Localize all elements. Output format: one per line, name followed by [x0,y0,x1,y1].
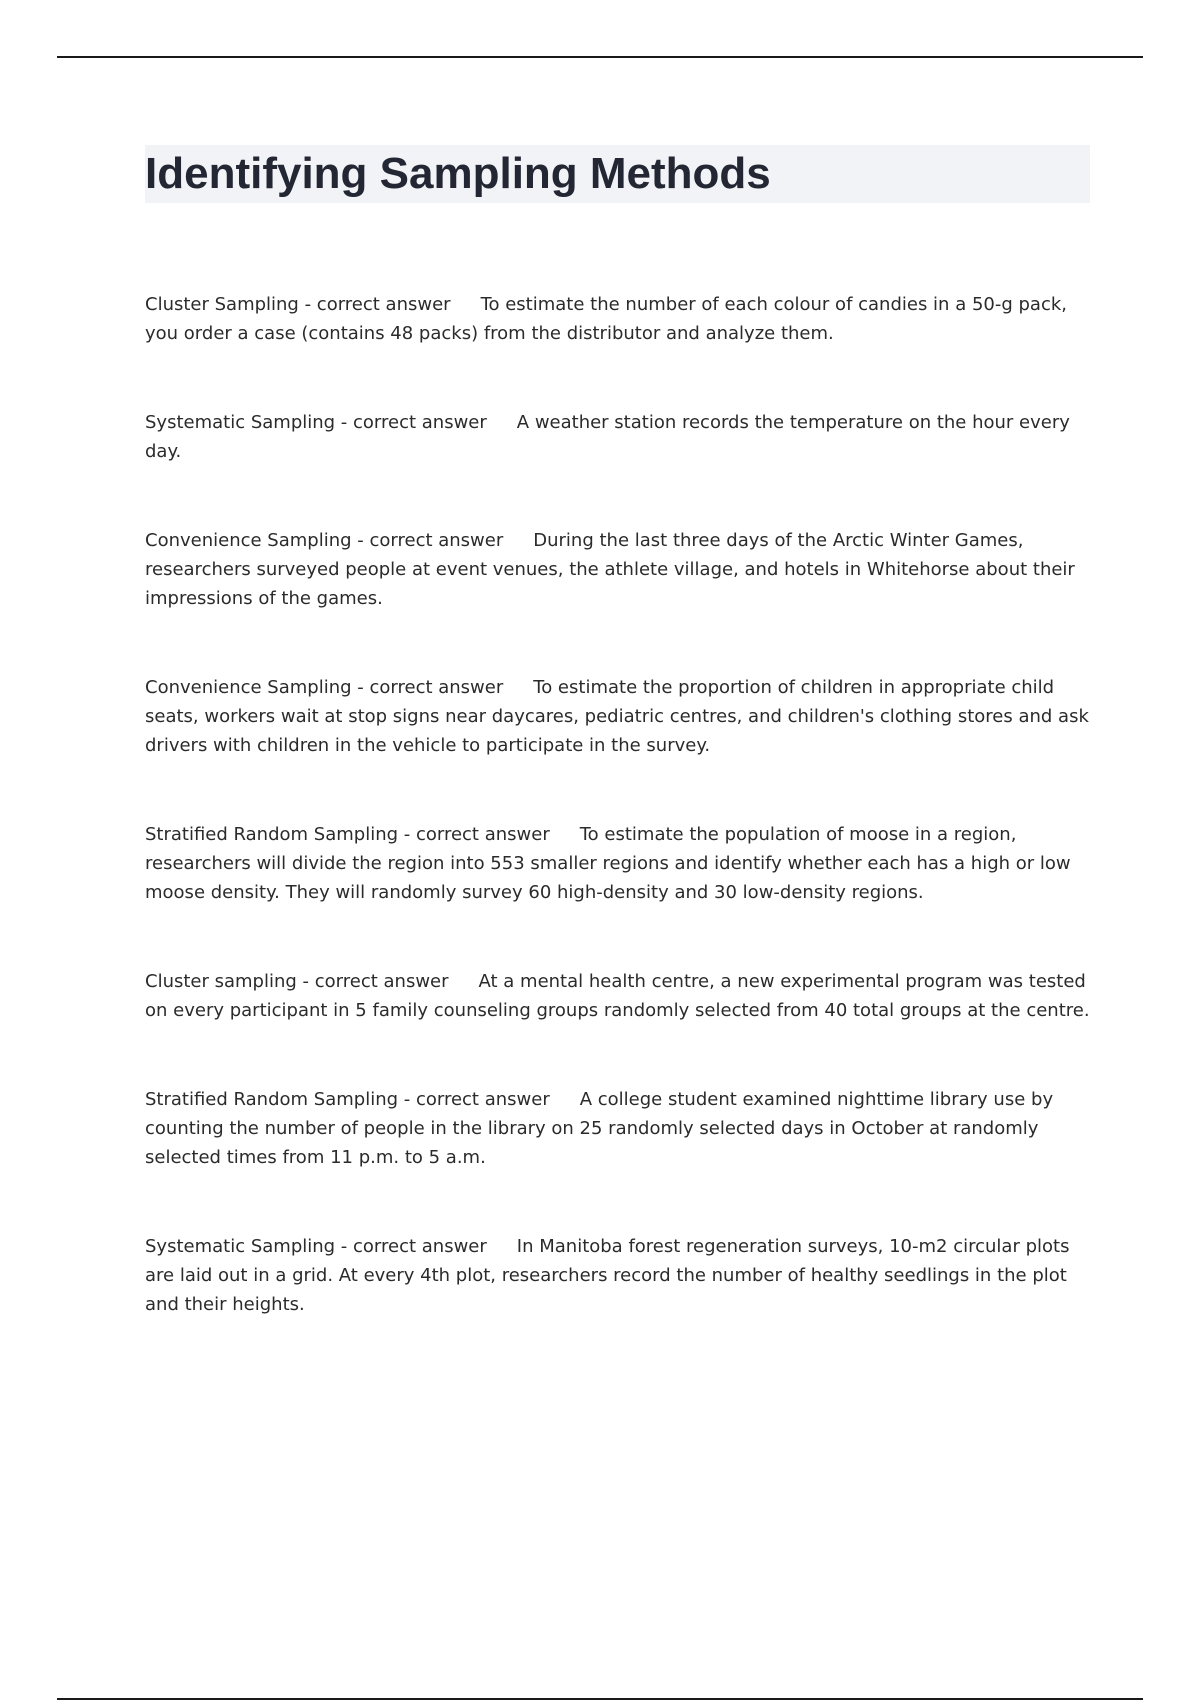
qa-item [145,526,1090,613]
qa-item [145,673,1090,760]
question-text: In Manitoba forest regeneration surveys, 10-m2 circular plots are laid out in a grid. At every 4th plot, researchers record the number of healthy seedlings in the plot and their heights. [145,1236,1070,1315]
question-text: A college student examined nighttime library use by counting the number of people in the library on 25 randomly selected days in October at randomly selected times from 11 p.m. to 5 a.m. [145,1089,1054,1168]
answer-label: Stratified Random Sampling - correct answer [145,1089,550,1110]
page-title: Identifying Sampling Methods [145,149,771,198]
question-text: During the last three days of the Arctic Winter Games, researchers surveyed people at event venues, the athlete village, and hotels in Whitehorse about their impressions of the games. [145,530,1075,609]
answer-label: Systematic Sampling - correct answer [145,1236,487,1257]
qa-item [145,967,1090,1025]
qa-item [145,290,1090,348]
question-text: At a mental health centre, a new experimental program was tested on every participant in 5 family counseling groups randomly selected from 40 total groups at the centre. [145,971,1090,1021]
qa-item [145,1232,1090,1319]
answer-label: Stratified Random Sampling - correct answer [145,824,550,845]
title-band [145,145,1090,203]
qa-item [145,1085,1090,1172]
question-text: To estimate the population of moose in a region, researchers will divide the region into 553 smaller regions and identify whether each has a high or low moose density. They will randomly survey 60 high-density and 30 low-density regions. [145,824,1071,903]
question-text: To estimate the proportion of children in appropriate child seats, workers wait at stop signs near daycares, pediatric centres, and children's clothing stores and ask drivers with children in the vehicle to participate in the survey. [145,677,1089,756]
top-rule [57,56,1143,58]
question-text: To estimate the number of each colour of candies in a 50-g pack, you order a case (contains 48 packs) from the distributor and analyze them. [145,294,1067,344]
qa-list [145,290,1090,1379]
question-text: A weather station records the temperature on the hour every day. [145,412,1070,462]
answer-label: Cluster Sampling - correct answer [145,294,451,315]
qa-item [145,408,1090,466]
answer-label: Convenience Sampling - correct answer [145,530,504,551]
answer-label: Convenience Sampling - correct answer [145,677,504,698]
answer-label: Systematic Sampling - correct answer [145,412,487,433]
qa-item [145,820,1090,907]
answer-label: Cluster sampling - correct answer [145,971,449,992]
